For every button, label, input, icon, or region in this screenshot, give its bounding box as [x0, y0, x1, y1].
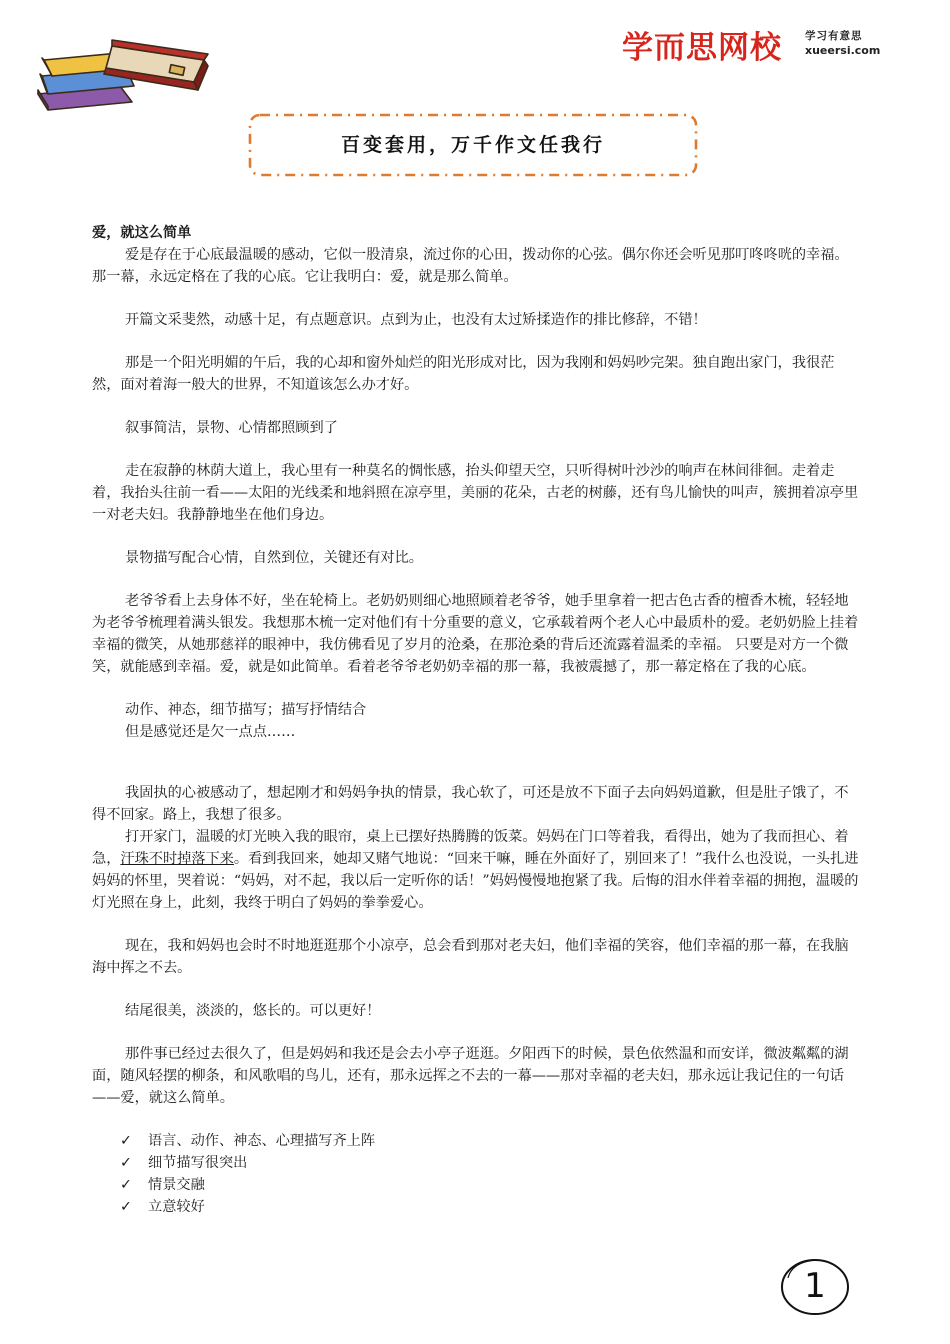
title-box: [248, 113, 698, 177]
comment-5: 结尾很美，淡淡的，悠长的。可以更好！: [125, 1003, 381, 1019]
list-item: ✓ 细节描写很突出: [92, 1152, 862, 1174]
comment-3: 景物描写配合心情，自然到位，关键还有对比。: [125, 550, 423, 566]
checkmark-icon: ✓: [120, 1133, 132, 1149]
comment-4a: 动作、神态，细节描写；描写抒情结合: [125, 702, 367, 718]
checkmark-icon: ✓: [120, 1177, 132, 1193]
paragraph-8: 那件事已经过去很久了，但是妈妈和我还是会去小亭子逛逛。夕阳西下的时候，景色依然温和而安详，微波粼粼的湖面，随风轻摆的柳条，和风歌唱的鸟儿，还有，那永远挥之不去的一幕——那对幸福的老夫妇，那永远让我记住的一句话——爱，就这么简单。: [92, 1046, 849, 1106]
article-heading: 爱，就这么简单: [92, 225, 192, 241]
list-item: ✓ 语言、动作、神态、心理描写齐上阵: [92, 1130, 862, 1152]
page-number: [778, 1256, 852, 1318]
paragraph-1: 爱是存在于心底最温暖的感动，它似一股清泉，流过你的心田，拨动你的心弦。偶尔你还会听见那叮咚咚咣的幸福。那一幕，永远定格在了我的心底。它让我明白：爱，就是那么简单。: [92, 247, 849, 285]
logo-domain: xueersi.com: [805, 44, 881, 57]
underlined-phrase: 汗珠不时掉落下来: [120, 851, 234, 867]
page-title: 百变套用，万千作文任我行: [340, 134, 605, 156]
paragraph-6: [92, 826, 862, 914]
checkmark-icon: ✓: [120, 1199, 132, 1215]
list-item: ✓ 情景交融: [92, 1174, 862, 1196]
list-item: ✓ 立意较好: [92, 1196, 862, 1218]
checkmark-icon: ✓: [120, 1155, 132, 1171]
paragraph-5: 我固执的心被感动了，想起刚才和妈妈争执的情景，我心软了，可还是放不下面子去向妈妈道歉，但是肚子饿了，不得不回家。路上，我想了很多。: [92, 785, 849, 823]
paragraph-2: 那是一个阳光明媚的午后，我的心却和窗外灿烂的阳光形成对比，因为我刚和妈妈吵完架。独自跑出家门，我很茫然，面对着海一般大的世界，不知道该怎么办才好。: [92, 355, 835, 393]
page-number-text: 1: [804, 1266, 826, 1306]
checklist: [92, 1130, 862, 1218]
paragraph-7: 现在，我和妈妈也会时不时地逛逛那个小凉亭，总会看到那对老夫妇，他们幸福的笑容，他们幸福的那一幕，在我脑海中挥之不去。: [92, 938, 849, 976]
logo-main-text: 学而思网校: [622, 30, 782, 66]
paragraph-4: 老爷爷看上去身体不好，坐在轮椅上。老奶奶则细心地照顾着老爷爷，她手里拿着一把古色古香的檀香木梳，轻轻地为老爷爷梳理着满头银发。我想那木梳一定对他们有十分重要的意义，它承载着两个老人心中最质朴的爱。老奶奶脸上挂着幸福的微笑，从她那慈祥的眼神中，我仿佛看见了岁月的沧桑，在那沧桑的背后还流露着温柔的幸福。 只要是对方一个微笑，就能感到幸福。爱，就是如此简单。看着老爷爷老奶奶幸福的那一幕，我被震撼了，那一幕定格在了我的心底。: [92, 593, 859, 675]
paragraph-6-start: 打开家门，温暖的灯光映入我的眼帘，桌上已摆好热腾腾的饭菜。妈妈在门口等着我，看得出，她为了我而担心、着急，: [92, 829, 849, 867]
comment-2: 叙事简洁，景物、心情都照顾到了: [125, 420, 338, 436]
logo-tagline: 学习有意思: [805, 30, 863, 42]
books-illustration: [34, 36, 214, 112]
paragraph-3: 走在寂静的林荫大道上，我心里有一种莫名的惆怅感，抬头仰望天空，只听得树叶沙沙的响声在林间徘徊。走着走着，我抬头往前一看——太阳的光线柔和地斜照在凉亭里，美丽的花朵，古老的树藤，还有鸟儿愉快的叫声，簇拥着凉亭里一对老夫妇。我静静地坐在他们身边。: [92, 463, 859, 523]
paragraph-6-end: 。看到我回来，她却又赌气地说：“回来干嘛，睡在外面好了，别回来了！”我什么也没说，一头扎进妈妈的怀里，哭着说：“妈妈，对不起，我以后一定听你的话！”妈妈慢慢地抱紧了我。后悔的泪水伴着幸福的拥抱，温暖的灯光照在身上，此刻，我终于明白了妈妈的拳拳爱心。: [92, 851, 859, 911]
comment-4b: 但是感觉还是欠一点点……: [125, 724, 296, 740]
comment-1: 开篇文采斐然，动感十足，有点题意识。点到为止，也没有太过矫揉造作的排比修辞，不错！: [125, 312, 707, 328]
article-body: [92, 222, 862, 1218]
